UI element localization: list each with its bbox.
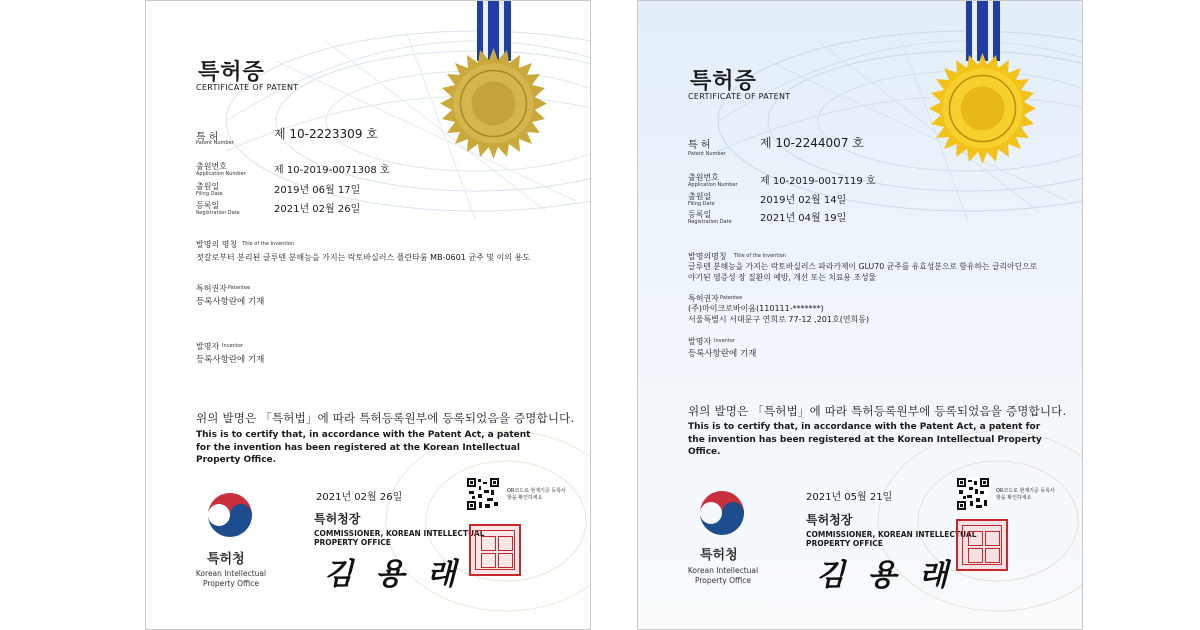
commissioner-title-en: COMMISSIONER, KOREAN INTELLECTUAL PROPERTY OFFICE xyxy=(314,529,485,547)
registration-date-label: 등록일 xyxy=(196,201,220,210)
registration-date-label-en: Registration Date xyxy=(688,219,732,225)
filing-date-label: 출원일 xyxy=(688,192,712,201)
kipo-emblem xyxy=(696,487,748,539)
certify-statement-en: This is to certify that, in accordance with the Patent Act, a patent for the invention has been registered at the Korean Intellectual Property Office. xyxy=(688,422,1042,457)
certify-statement-ko: 위의 발명은 「특허법」에 따라 특허등록원부에 등록되었음을 증명합니다. xyxy=(196,411,575,425)
patentee-line: (주)마이크로바이옴(110111-*******) xyxy=(688,304,824,313)
patent-certificate-right xyxy=(637,0,1083,630)
filing-date: 2019년 06월 17일 xyxy=(274,185,361,196)
invention-title-label-en: Title of the Invention xyxy=(734,253,786,259)
patent-number-label-en: Patent Number xyxy=(688,151,726,157)
kipo-name: 특허청 xyxy=(207,552,245,567)
qr-note: QR코드로 현재기준 등록사항을 확인하세요 xyxy=(507,488,566,501)
application-number: 제 10-2019-0017119 호 xyxy=(760,176,876,187)
registration-date: 2021년 02월 26일 xyxy=(274,204,361,215)
commissioner-title-en: COMMISSIONER, KOREAN INTELLECTUAL PROPERTY OFFICE xyxy=(806,530,977,548)
application-number: 제 10-2019-0071308 호 xyxy=(274,165,390,176)
application-number-label: 출원번호 xyxy=(196,162,227,171)
application-number-label: 출원번호 xyxy=(688,173,719,182)
registration-date-label: 등록일 xyxy=(688,210,712,219)
invention-title-line: 글루텐 분해능을 가지는 락토바실러스 파라카제이 GLU70 균주를 유효성분으로 함유하는 글리아딘으로 xyxy=(688,262,1038,271)
inventor-label-en: Inventor xyxy=(714,338,735,344)
patentee-line: 서울특별시 서대문구 연희로 77-12 ,201호(연희동) xyxy=(688,315,870,324)
commissioner-title: 특허청장 xyxy=(806,513,853,527)
inventor: 등록사항란에 기재 xyxy=(688,349,757,359)
kipo-name-en: Korean Intellectual Property Office xyxy=(195,569,267,588)
registration-date-label-en: Registration Date xyxy=(196,210,240,216)
certify-statement-ko: 위의 발명은 「특허법」에 따라 특허등록원부에 등록되었음을 증명합니다. xyxy=(688,404,1067,418)
application-number-label-en: Application Number xyxy=(196,171,246,177)
invention-title-line: 야기된 염증성 장 질환의 예방, 개선 또는 치료용 조성물 xyxy=(688,273,877,282)
kipo-name-en: Korean Intellectual Property Office xyxy=(687,566,759,585)
certificate-title-en: CERTIFICATE OF PATENT xyxy=(688,92,791,101)
application-number-label-en: Application Number xyxy=(688,182,738,188)
inventor-label: 발명자 xyxy=(196,342,220,351)
certificate-title-en: CERTIFICATE OF PATENT xyxy=(196,83,299,92)
issue-date: 2021년 02월 26일 xyxy=(316,492,403,503)
certificate-title: 특허증 xyxy=(198,60,265,85)
commissioner-signature: 김 용 래 xyxy=(816,558,954,593)
invention-title-label: 발명의 명칭 xyxy=(196,240,238,249)
inventor-label: 발명자 xyxy=(688,337,712,346)
gold-seal xyxy=(925,51,1040,166)
issue-date: 2021년 05월 21일 xyxy=(806,492,893,503)
registration-date: 2021년 04월 19일 xyxy=(760,213,847,224)
patentee-label-en: Patentee xyxy=(720,295,743,301)
patent-number: 제 10-2223309 호 xyxy=(274,127,378,141)
kipo-name: 특허청 xyxy=(700,548,738,563)
official-stamp xyxy=(956,519,1008,571)
qr-code[interactable] xyxy=(467,478,499,510)
gold-seal xyxy=(436,46,551,161)
patent-certificate-left xyxy=(145,0,591,630)
patentee-label: 특허권자 xyxy=(688,294,719,303)
invention-title-label: 발명의명칭 xyxy=(688,252,727,261)
qr-code[interactable] xyxy=(957,478,989,510)
patent-number: 제 10-2244007 호 xyxy=(760,136,864,150)
patentee: 등록사항란에 기재 xyxy=(196,297,265,307)
certify-statement-en: This is to certify that, in accordance with the Patent Act, a patent for the invention has been registered at the Korean Intellectual Property Office. xyxy=(196,430,531,465)
inventor-label-en: Inventor xyxy=(222,343,243,349)
commissioner-title: 특허청장 xyxy=(314,512,361,526)
patent-number-label: 특 허 xyxy=(196,132,219,143)
patent-number-label-en: Patent Number xyxy=(196,140,234,146)
official-stamp xyxy=(469,524,521,576)
qr-note: QR코드로 현재기준 등록사항을 확인하세요 xyxy=(996,488,1055,501)
invention-title: 젓갈로부터 분리된 글루텐 분해능을 가지는 락토바실러스 플란타룸 MB-0601 균주 및 이의 용도 xyxy=(196,253,531,262)
filing-date-label: 출원일 xyxy=(196,182,220,191)
patentee-label: 특허권자 xyxy=(196,284,227,293)
filing-date-label-en: Filing Date xyxy=(688,201,715,207)
patentee-label-en: Patentee xyxy=(228,285,251,291)
filing-date-label-en: Filing Date xyxy=(196,191,223,197)
kipo-emblem xyxy=(204,489,256,541)
patent-number-label: 특 허 xyxy=(688,140,711,151)
certificate-title: 특허증 xyxy=(690,69,757,94)
filing-date: 2019년 02월 14일 xyxy=(760,195,847,206)
inventor: 등록사항란에 기재 xyxy=(196,355,265,365)
commissioner-signature: 김 용 래 xyxy=(324,557,462,592)
invention-title-label-en: Title of the Invention xyxy=(242,241,294,247)
